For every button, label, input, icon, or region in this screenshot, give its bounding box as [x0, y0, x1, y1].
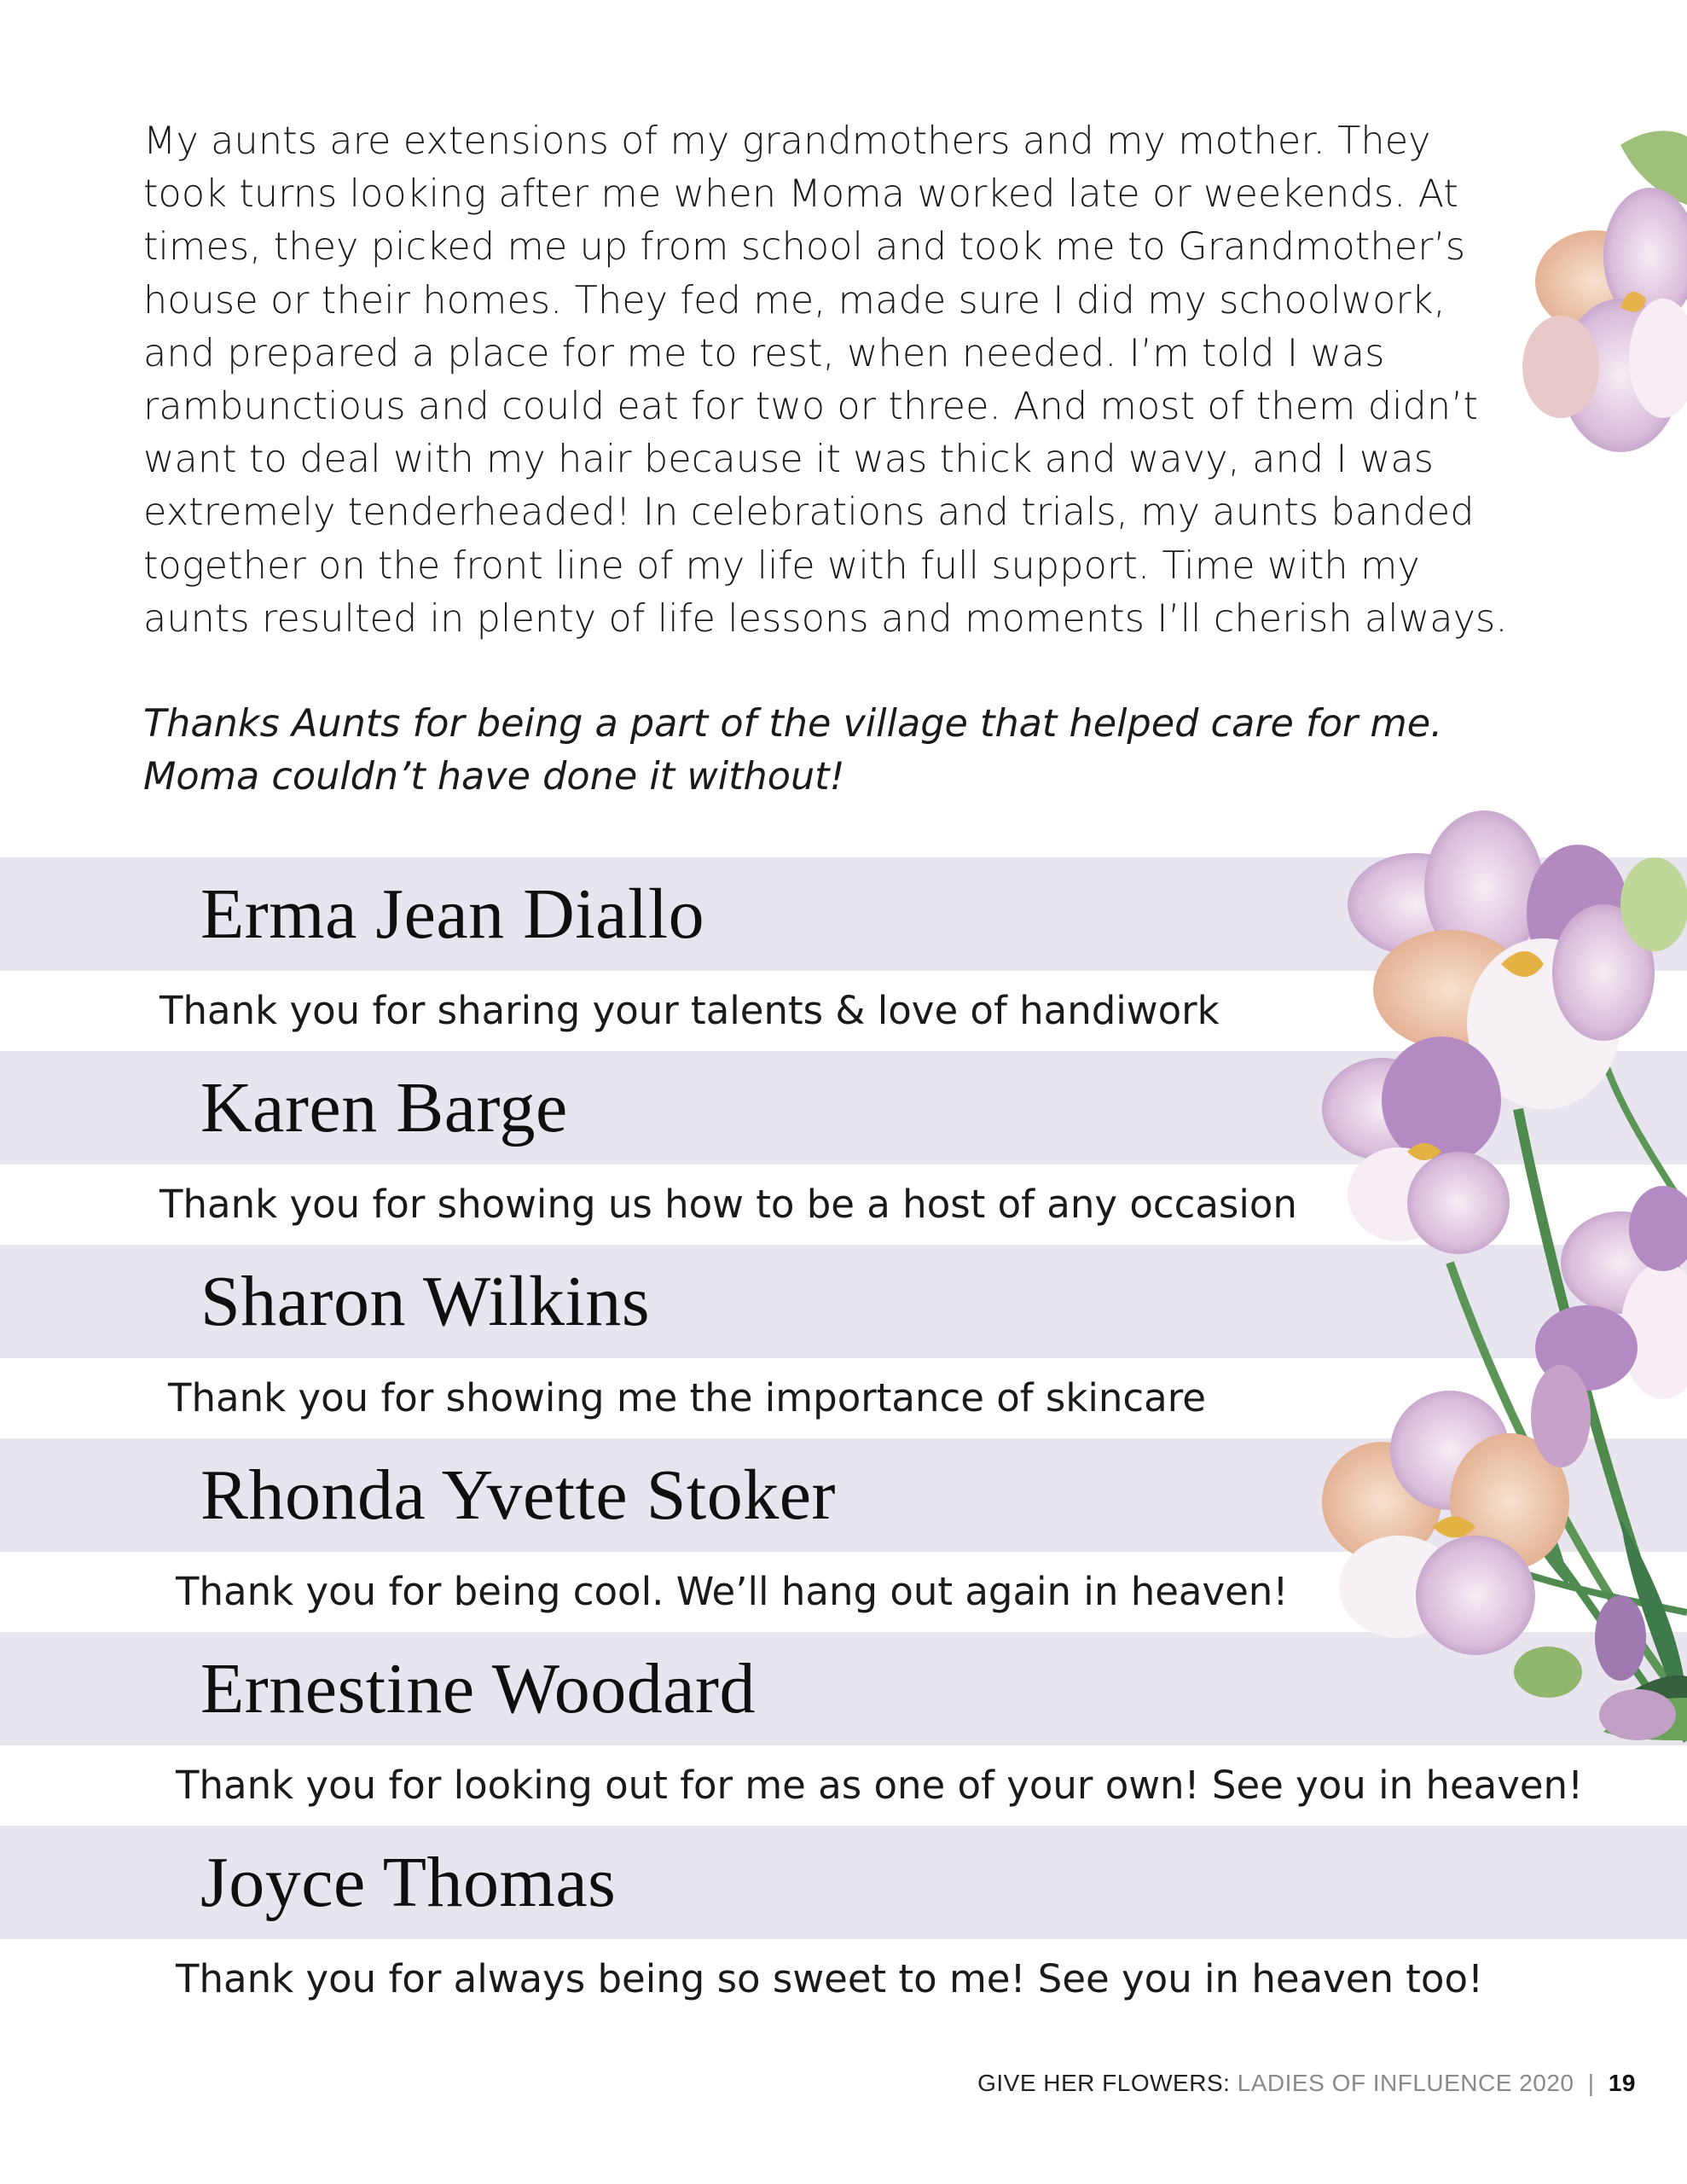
aunt-name: Karen Barge: [200, 1068, 568, 1147]
closing-line: Thanks Aunts for being a part of the village that helped care for me.: [143, 702, 1443, 746]
aunt-message: Thank you for always being so sweet to me! See you in heaven too!: [176, 1956, 1484, 2001]
page-number: 19: [1608, 2070, 1636, 2096]
page-footer: [977, 2070, 1636, 2097]
footer-publication: GIVE HER FLOWERS:: [977, 2070, 1231, 2096]
footer-subtitle: LADIES OF INFLUENCE 2020: [1237, 2070, 1574, 2096]
aunt-message: Thank you for being cool. We’ll hang out again in heaven!: [176, 1569, 1289, 1614]
aunt-name: Erma Jean Diallo: [200, 874, 705, 954]
aunt-name: Joyce Thomas: [200, 1843, 617, 1922]
aunt-message: Thank you for sharing your talents & love of handiwork: [159, 988, 1220, 1033]
footer-separator: |: [1587, 2070, 1595, 2096]
iris-flower-icon: [1522, 131, 1687, 452]
aunt-name: Rhonda Yvette Stoker: [200, 1455, 836, 1535]
aunt-message: Thank you for looking out for me as one of your own! See you in heaven!: [176, 1763, 1584, 1808]
intro-line: want to deal with my hair because it was thick and wavy, and I was: [143, 438, 1435, 482]
aunt-message: Thank you for showing me the importance of skincare: [168, 1375, 1206, 1420]
intro-line: house or their homes. They fed me, made sure I did my schoolwork,: [143, 278, 1446, 322]
intro-line: took turns looking after me when Moma worked late or weekends. At: [143, 172, 1458, 217]
intro-line: My aunts are extensions of my grandmothers and my mother. They: [143, 119, 1431, 163]
aunt-name: Ernestine Woodard: [200, 1649, 757, 1728]
aunt-name: Sharon Wilkins: [200, 1262, 651, 1341]
intro-line: aunts resulted in plenty of life lessons and moments I’ll cherish always.: [143, 596, 1508, 641]
intro-paragraph: [143, 115, 1542, 646]
intro-line: rambunctious and could eat for two or three. And most of them didn’t: [143, 385, 1478, 429]
closing-line: Moma couldn’t have done it without!: [143, 755, 845, 799]
intro-line: times, they picked me up from school and took me to Grandmother’s: [143, 225, 1466, 270]
intro-line: and prepared a place for me to rest, when needed. I’m told I was: [143, 331, 1385, 375]
closing-note: [143, 698, 1542, 804]
intro-line: together on the front line of my life with full support. Time with my: [143, 543, 1420, 588]
intro-line: extremely tenderheaded! In celebrations and trials, my aunts banded: [143, 491, 1475, 535]
aunt-message: Thank you for showing us how to be a host of any occasion: [159, 1182, 1297, 1227]
